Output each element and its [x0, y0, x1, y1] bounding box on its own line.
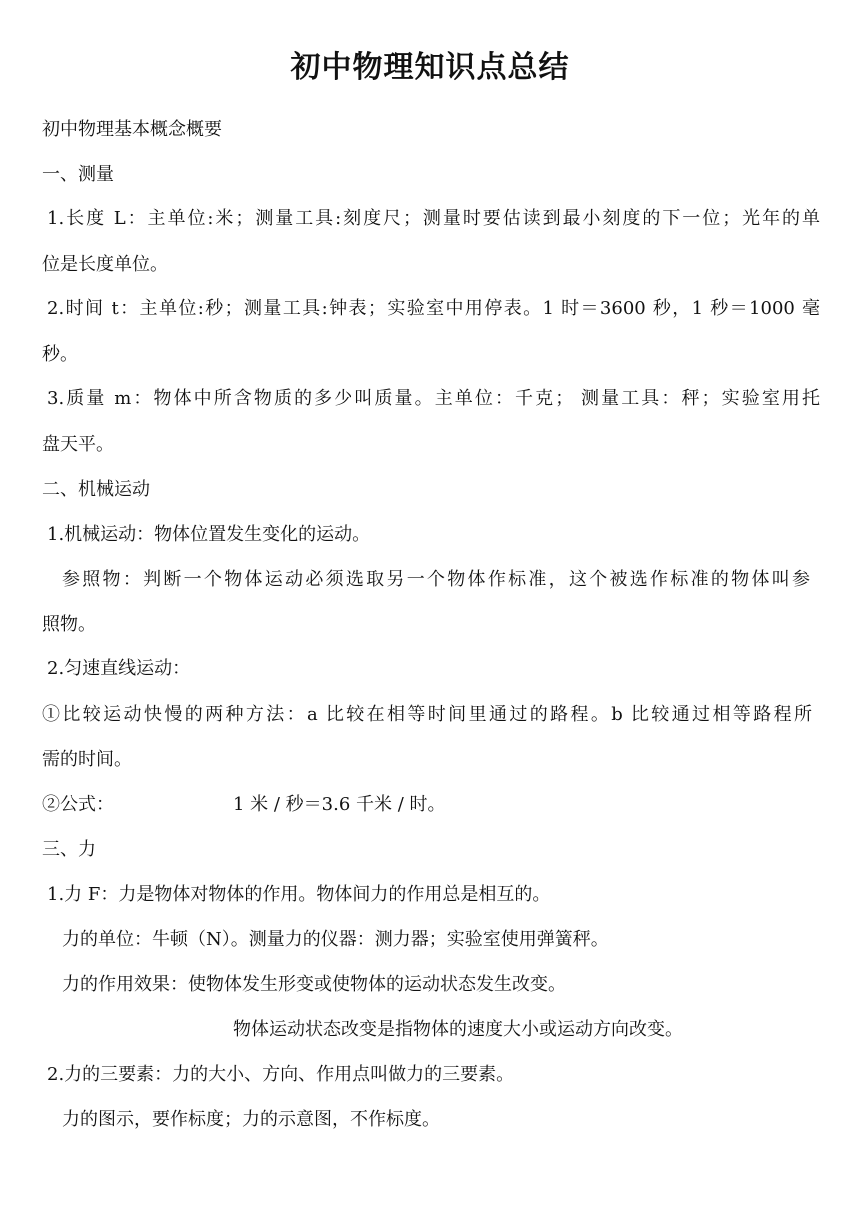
subtitle: 初中物理基本概念概要	[42, 119, 222, 140]
uniform-motion-heading: 2.匀速直线运动：	[47, 658, 191, 679]
length-line-2: 位是长度单位。	[42, 254, 168, 275]
length-line-1: 1.长度 L：主单位:米；测量工具:刻度尺；测量时要估读到最小刻度的下一位；光年的单	[47, 208, 820, 229]
formula-label: ②公式：	[42, 794, 114, 815]
section-heading-measurement: 一、测量	[42, 164, 114, 185]
force-effect: 力的作用效果：使物体发生形变或使物体的运动状态发生改变。	[62, 974, 566, 995]
formula-value: 1 米 / 秒＝3.6 千米 / 时。	[233, 794, 446, 815]
compare-line-1: ①比较运动快慢的两种方法：a 比较在相等时间里通过的路程。b 比较通过相等路程所	[42, 704, 812, 725]
force-definition: 1.力 F：力是物体对物体的作用。物体间力的作用总是相互的。	[47, 884, 551, 905]
time-line-2: 秒。	[42, 344, 78, 365]
compare-line-2: 需的时间。	[42, 749, 132, 770]
reference-line-1: 参照物：判断一个物体运动必须选取另一个物体作标准，这个被选作标准的物体叫参	[62, 569, 810, 590]
section-heading-motion: 二、机械运动	[42, 479, 150, 500]
document-title: 初中物理知识点总结	[290, 50, 570, 85]
reference-line-2: 照物。	[42, 614, 96, 635]
force-effect-note: 物体运动状态改变是指物体的速度大小或运动方向改变。	[233, 1019, 683, 1040]
diagram-note: 力的图示，要作标度；力的示意图，不作标度。	[62, 1109, 440, 1130]
mass-line-1: 3.质量 m：物体中所含物质的多少叫质量。主单位：千克； 测量工具：秤；实验室用托	[47, 388, 820, 409]
time-line-1: 2.时间 t：主单位:秒；测量工具:钟表；实验室中用停表。1 时＝3600 秒，1 秒＝1000 毫	[47, 298, 820, 319]
force-unit: 力的单位：牛顿（N）。测量力的仪器：测力器；实验室使用弹簧秤。	[62, 929, 609, 950]
mass-line-2: 盘天平。	[42, 434, 114, 455]
section-heading-force: 三、力	[42, 839, 96, 860]
three-elements: 2.力的三要素：力的大小、方向、作用点叫做力的三要素。	[47, 1064, 515, 1085]
motion-definition: 1.机械运动：物体位置发生变化的运动。	[47, 524, 371, 545]
